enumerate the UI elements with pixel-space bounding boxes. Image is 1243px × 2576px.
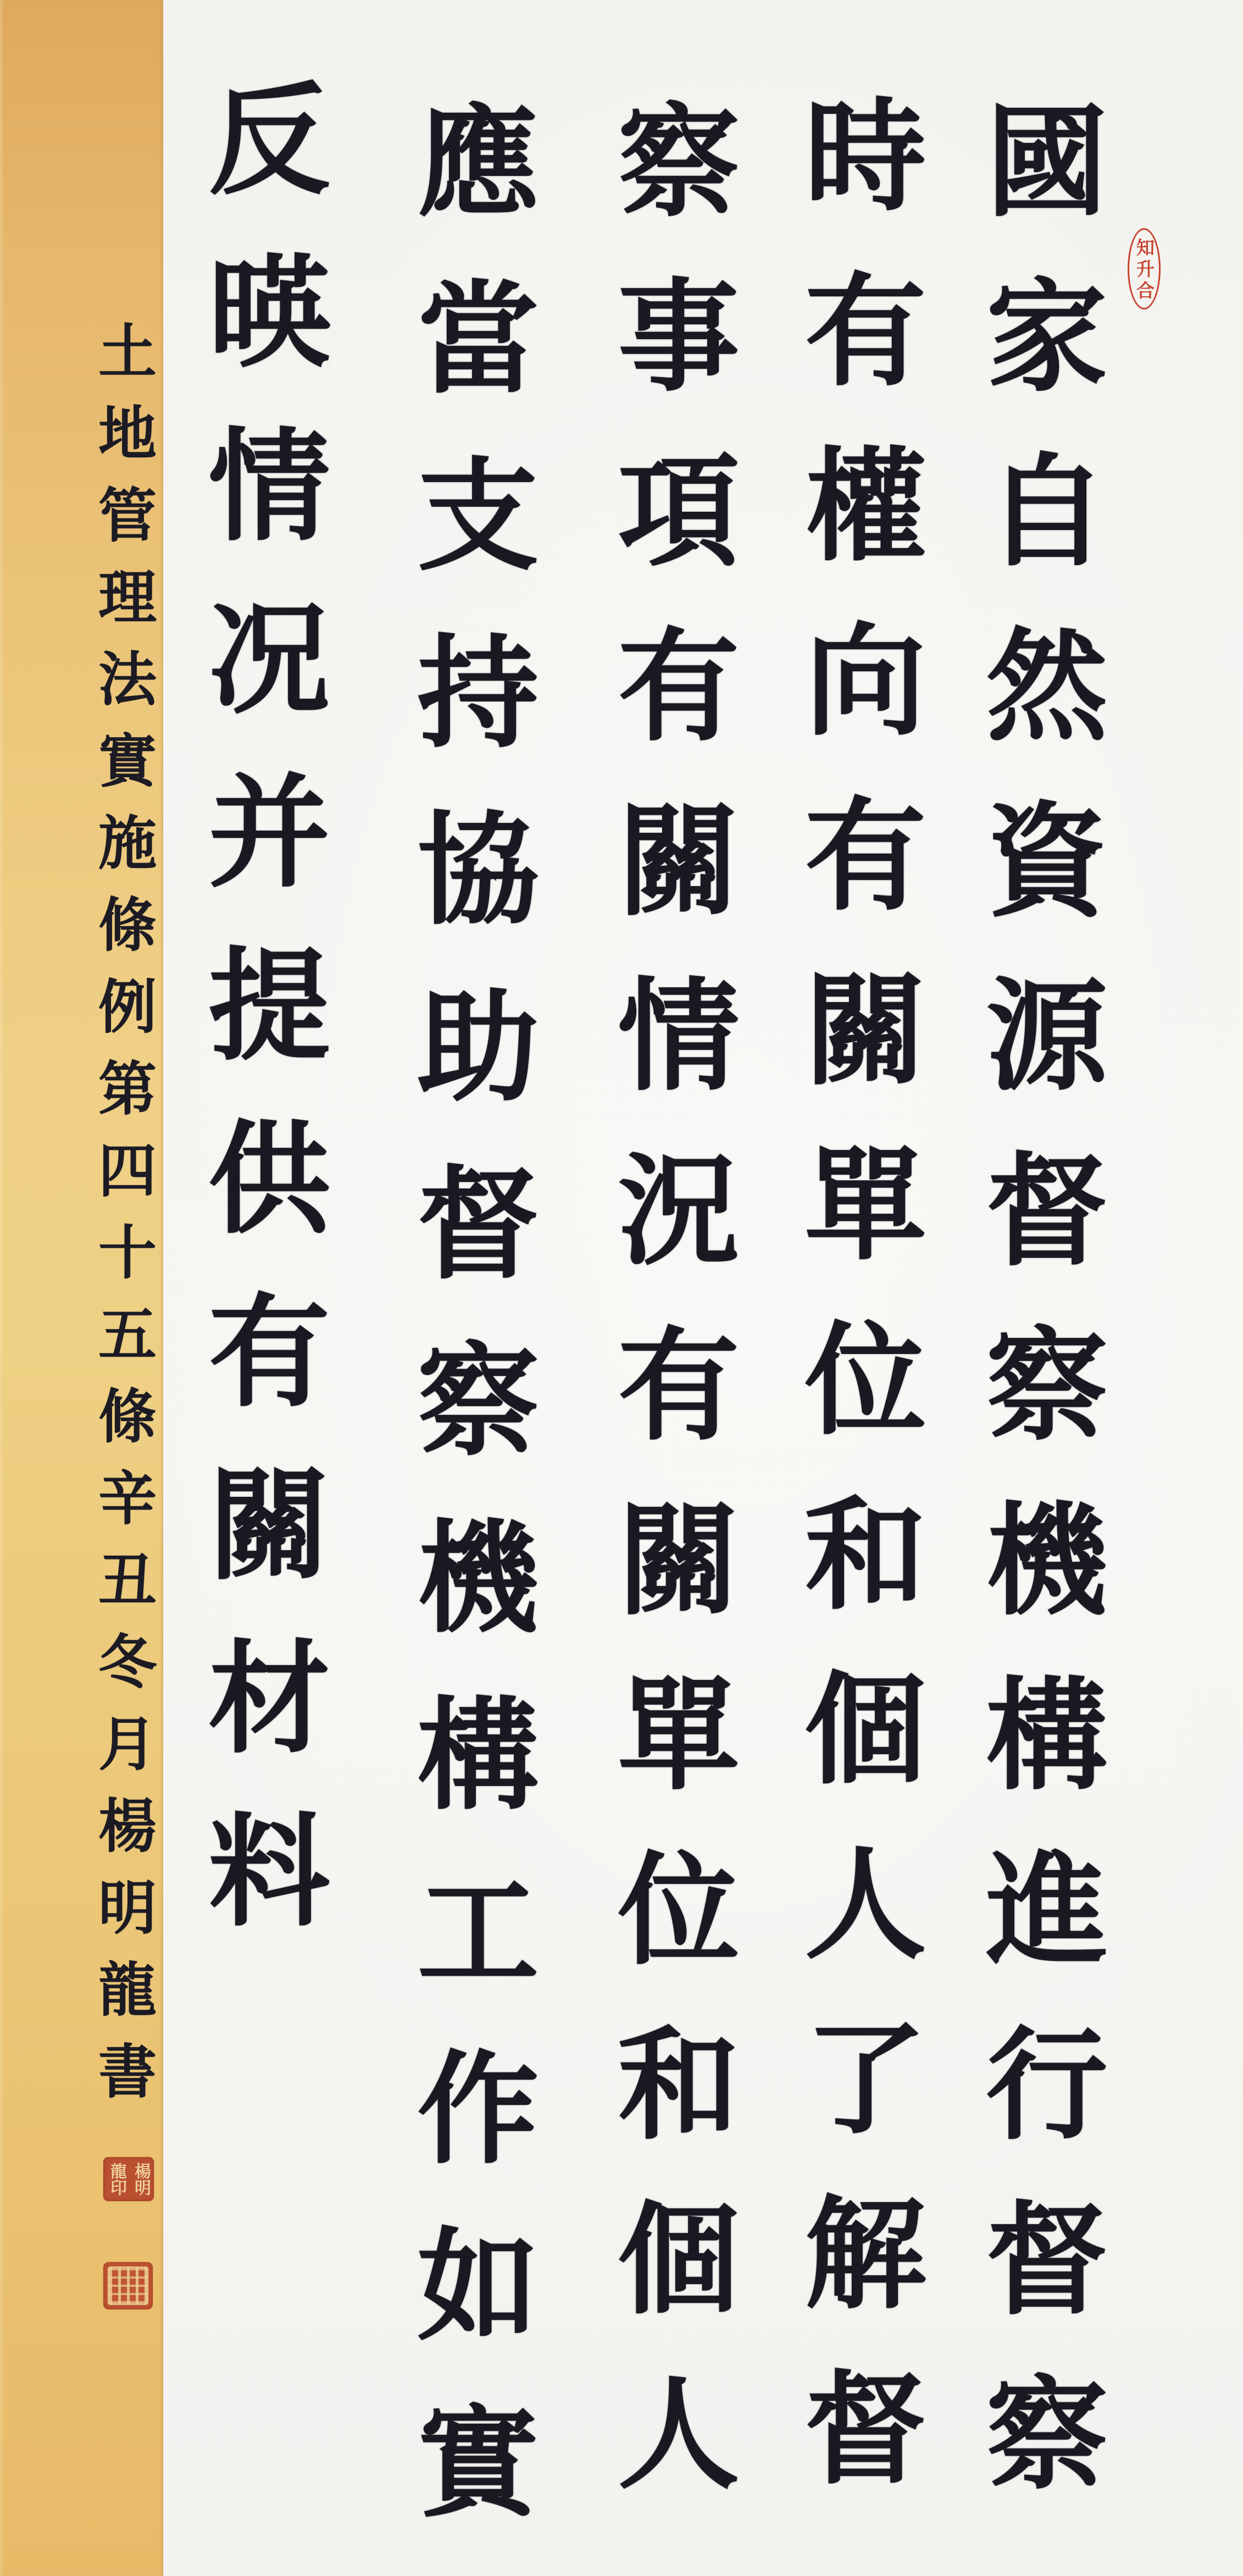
calligraphy-char: 督 (986, 2188, 1108, 2331)
calligraphy-column-4 (415, 91, 541, 2576)
calligraphy-char: 機 (986, 1489, 1108, 1632)
calligraphy-char: 實 (417, 2392, 539, 2535)
calligraphy-char: 反 (208, 69, 330, 212)
inscription-char: 條 (98, 891, 157, 959)
calligraphy-char: 督 (804, 2358, 926, 2501)
inscription-char: 十 (98, 1218, 157, 1287)
inscription-char: 楊 (98, 1792, 157, 1860)
calligraphy-char: 事 (618, 266, 740, 408)
inscription-char: 施 (98, 809, 157, 877)
calligraphy-char: 關 (804, 959, 926, 1102)
inscription-char: 理 (98, 563, 157, 632)
calligraphy-char: 位 (804, 1309, 926, 1452)
calligraphy-char: 單 (804, 1134, 926, 1277)
inscription-char: 第 (98, 1054, 157, 1123)
calligraphy-char: 向 (804, 610, 926, 753)
inscription-char: 冬 (98, 1628, 157, 1696)
calligraphy-char: 察 (986, 2363, 1108, 2506)
inscription-char: 五 (98, 1300, 157, 1369)
inscription-char: 四 (98, 1136, 157, 1205)
inscription-char: 條 (98, 1382, 157, 1451)
inscription-char: 法 (98, 645, 157, 714)
calligraphy-char: 然 (986, 615, 1108, 758)
calligraphy-char: 有 (618, 1314, 740, 1457)
calligraphy-char: 行 (986, 2014, 1108, 2157)
calligraphy-char: 和 (618, 2014, 740, 2157)
calligraphy-char: 源 (986, 965, 1108, 1108)
calligraphy-char: 况 (208, 588, 330, 731)
inscription-char: 實 (98, 727, 157, 795)
calligraphy-char: 進 (986, 1839, 1108, 1982)
calligraphy-column-1 (984, 91, 1110, 2546)
calligraphy-char: 并 (208, 761, 330, 904)
calligraphy-char: 提 (208, 935, 330, 1077)
calligraphy-char: 項 (618, 440, 740, 583)
calligraphy-char: 督 (986, 1140, 1108, 1283)
calligraphy-char: 單 (618, 1664, 740, 1807)
calligraphy-char: 察 (618, 91, 740, 234)
calligraphy-char: 個 (618, 2188, 740, 2331)
calligraphy-char: 料 (208, 1800, 330, 1943)
calligraphy-column-2 (802, 85, 929, 2541)
calligraphy-column-5 (206, 69, 332, 1982)
seal-carved-pattern (108, 2267, 148, 2305)
studio-seal (103, 2262, 153, 2309)
calligraphy-char: 察 (417, 1330, 539, 1473)
inscription-char: 管 (98, 481, 157, 550)
inscription-char: 月 (98, 1710, 157, 1778)
calligraphy-char: 情 (618, 965, 740, 1108)
calligraphy-char: 供 (208, 1108, 330, 1251)
inscription-char: 土 (98, 317, 157, 386)
oval-leisure-seal: 知升合 (1128, 228, 1161, 309)
calligraphy-char: 構 (986, 1664, 1108, 1807)
calligraphy-char: 支 (417, 445, 539, 588)
inscription-char: 例 (98, 972, 157, 1041)
calligraphy-char: 自 (986, 440, 1108, 583)
calligraphy-char: 時 (804, 85, 926, 228)
calligraphy-char: 督 (417, 1153, 539, 1296)
calligraphy-char: 暎 (208, 242, 330, 385)
inscription-char: 丑 (98, 1546, 157, 1615)
inscription-char: 龍 (98, 1955, 157, 2024)
calligraphy-char: 工 (417, 1861, 539, 2004)
calligraphy-char: 況 (618, 1140, 740, 1283)
inscription-char: 明 (98, 1873, 157, 1942)
calligraphy-char: 個 (804, 1659, 926, 1801)
calligraphy-char: 關 (618, 1489, 740, 1632)
calligraphy-char: 構 (417, 1684, 539, 1827)
calligraphy-char: 關 (618, 790, 740, 933)
inscription-char: 地 (98, 399, 157, 468)
inscription-char: 辛 (98, 1464, 157, 1533)
calligraphy-char: 當 (417, 268, 539, 411)
calligraphy-char: 有 (618, 615, 740, 758)
calligraphy-char: 機 (417, 1507, 539, 1650)
inscription-char: 書 (98, 2037, 157, 2106)
calligraphy-char: 權 (804, 435, 926, 578)
calligraphy-char: 協 (417, 799, 539, 942)
calligraphy-char: 察 (986, 1314, 1108, 1457)
calligraphy-char: 關 (208, 1454, 330, 1597)
calligraphy-char: 持 (417, 622, 539, 765)
calligraphy-char: 材 (208, 1627, 330, 1770)
calligraphy-column-3 (615, 91, 742, 2546)
artist-name-seal: 楊明龍印 (103, 2157, 154, 2201)
calligraphy-char: 作 (417, 2038, 539, 2181)
calligraphy-char: 了 (804, 2008, 926, 2151)
calligraphy-char: 人 (804, 1833, 926, 1976)
calligraphy-char: 情 (208, 415, 330, 558)
calligraphy-char: 應 (417, 91, 539, 234)
calligraphy-char: 有 (804, 260, 926, 403)
calligraphy-char: 國 (986, 91, 1108, 234)
calligraphy-char: 解 (804, 2183, 926, 2326)
calligraphy-char: 如 (417, 2215, 539, 2358)
calligraphy-char: 和 (804, 1484, 926, 1627)
calligraphy-char: 位 (618, 1839, 740, 1982)
calligraphy-char: 人 (618, 2363, 740, 2506)
calligraphy-char: 助 (417, 976, 539, 1119)
calligraphy-char: 家 (986, 266, 1108, 408)
calligraphy-char: 資 (986, 790, 1108, 933)
calligraphy-char: 有 (804, 784, 926, 927)
calligraphy-char: 有 (208, 1281, 330, 1424)
